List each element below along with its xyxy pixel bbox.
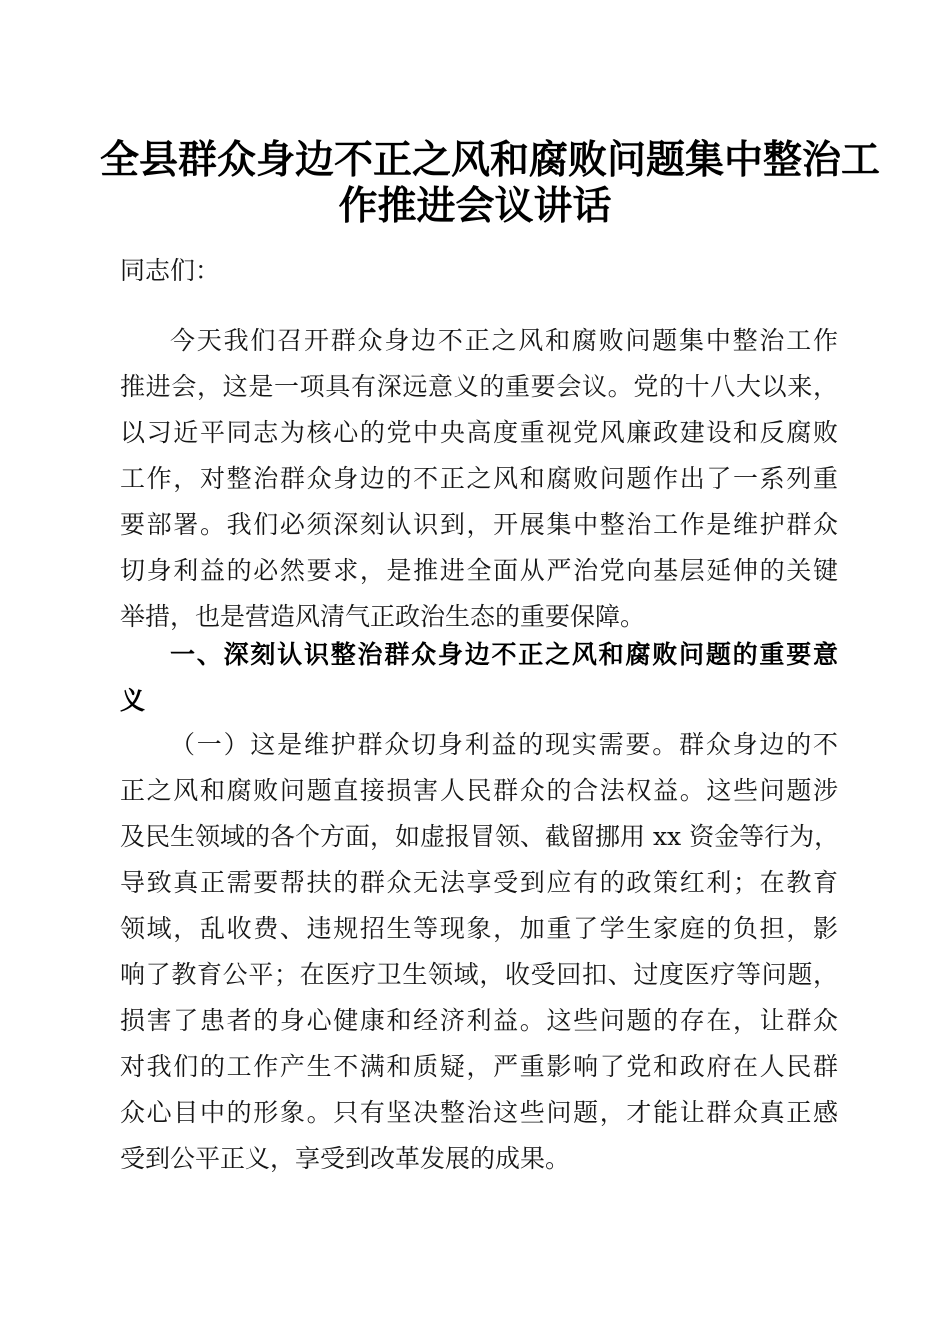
intro-line-3: 以习近平同志为核心的党中央高度重视党风廉政建设和反腐败	[120, 418, 838, 447]
subsection-1-line-1: （一）这是维护群众切身利益的现实需要。群众身边的不	[170, 730, 838, 759]
intro-line-5: 要部署。我们必须深刻认识到，开展集中整治工作是维护群众	[120, 510, 838, 539]
subsection-1-line-9: 众心目中的形象。只有坚决整治这些问题，才能让群众真正感	[120, 1098, 838, 1127]
subsection-1-line-7: 损害了患者的身心健康和经济利益。这些问题的存在，让群众	[120, 1006, 838, 1035]
intro-line-1: 今天我们召开群众身边不正之风和腐败问题集中整治工作	[170, 326, 838, 355]
section-1-heading-line-1: 一、深刻认识整治群众身边不正之风和腐败问题的重要意	[170, 640, 838, 669]
subsection-1-line-4: 导致真正需要帮扶的群众无法享受到应有的政策红利；在教育	[120, 868, 838, 897]
subsection-1-line-8: 对我们的工作产生不满和质疑，严重影响了党和政府在人民群	[120, 1052, 838, 1081]
intro-line-4: 工作，对整治群众身边的不正之风和腐败问题作出了一系列重	[120, 464, 838, 493]
subsection-1-line-2: 正之风和腐败问题直接损害人民群众的合法权益。这些问题涉	[120, 776, 838, 805]
intro-line-6: 切身利益的必然要求，是推进全面从严治党向基层延伸的关键	[120, 556, 838, 585]
intro-line-7: 举措，也是营造风清气正政治生态的重要保障。	[120, 602, 646, 631]
subsection-1-line-5: 领域，乱收费、违规招生等现象，加重了学生家庭的负担，影	[120, 914, 838, 943]
document-title-line-1: 全县群众身边不正之风和腐败问题集中整治工	[100, 137, 881, 183]
intro-line-2: 推进会，这是一项具有深远意义的重要会议。党的十八大以来，	[120, 372, 838, 401]
document-title-line-2: 作推进会议讲话	[338, 183, 612, 229]
salutation: 同志们：	[120, 256, 221, 285]
subsection-1-line-10: 受到公平正义，享受到改革发展的成果。	[120, 1144, 571, 1173]
subsection-1-line-3: 及民生领域的各个方面，如虚报冒领、截留挪用 xx 资金等行为，	[120, 822, 840, 851]
subsection-1-line-6: 响了教育公平；在医疗卫生领域，收受回扣、过度医疗等问题，	[120, 960, 838, 989]
section-1-heading-line-2: 义	[120, 686, 146, 715]
